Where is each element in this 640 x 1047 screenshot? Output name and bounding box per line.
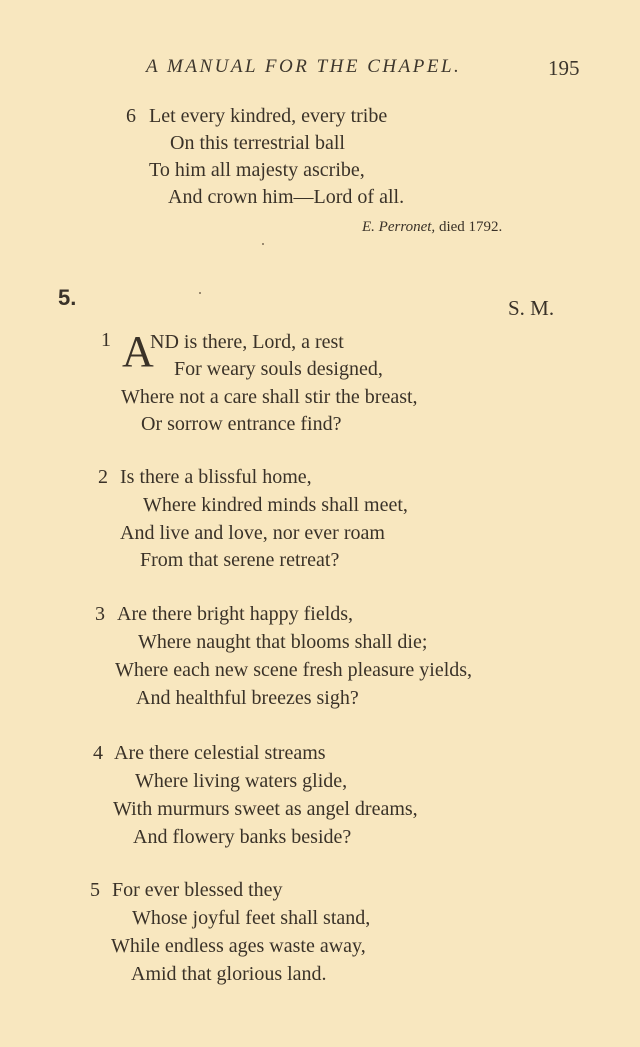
stanza-number: 6: [126, 105, 136, 127]
page-number: 195: [548, 56, 580, 80]
hymn-number: 5.: [58, 285, 77, 310]
verse-line: Where kindred minds shall meet,: [143, 494, 408, 516]
verse-line: ND is there, Lord, a rest: [150, 331, 344, 353]
stanza-number: 5: [90, 879, 100, 901]
stanza-number: 4: [93, 742, 103, 764]
print-speck: [199, 292, 201, 294]
verse-line: Let every kindred, every tribe: [149, 105, 388, 127]
verse-line: Where naught that blooms shall die;: [138, 631, 428, 653]
verse-line: Where each new scene fresh pleasure yields,: [115, 659, 473, 681]
verse-line: And flowery banks beside?: [133, 826, 352, 848]
hymn-meter: S. M.: [508, 296, 555, 320]
verse-line: Whose joyful feet shall stand,: [132, 907, 371, 929]
attribution-date: died 1792.: [438, 219, 503, 235]
verse-line: With murmurs sweet as angel dreams,: [113, 798, 418, 820]
running-title: A MANUAL FOR THE CHAPEL.: [146, 56, 462, 77]
drop-cap: A: [122, 327, 154, 376]
verse-line: Where not a care shall stir the breast,: [121, 386, 418, 408]
verse-line: Are there celestial streams: [114, 742, 326, 764]
verse-line: For ever blessed they: [112, 879, 283, 901]
verse-line: Where living waters glide,: [135, 770, 348, 792]
verse-line: Is there a blissful home,: [120, 466, 312, 488]
verse-line: Are there bright happy fields,: [117, 603, 354, 625]
verse-line: And live and love, nor ever roam: [120, 522, 385, 544]
verse-line: And healthful breezes sigh?: [136, 687, 359, 709]
verse-line: From that serene retreat?: [140, 549, 340, 571]
attribution: [362, 219, 502, 236]
verse-line: Amid that glorious land.: [131, 963, 327, 985]
verse-line: On this terrestrial ball: [170, 132, 345, 154]
verse-line: And crown him—Lord of all.: [168, 186, 405, 208]
stanza-number: 1: [101, 329, 111, 351]
verse-line: To him all majesty ascribe,: [149, 159, 365, 181]
stanza-number: 3: [95, 603, 105, 625]
attribution-author: E. Perronet,: [362, 219, 436, 235]
verse-line: For weary souls designed,: [174, 358, 383, 380]
verse-line: While endless ages waste away,: [111, 935, 366, 957]
verse-line: Or sorrow entrance find?: [141, 413, 342, 435]
print-speck: [262, 243, 264, 245]
stanza-number: 2: [98, 466, 108, 488]
